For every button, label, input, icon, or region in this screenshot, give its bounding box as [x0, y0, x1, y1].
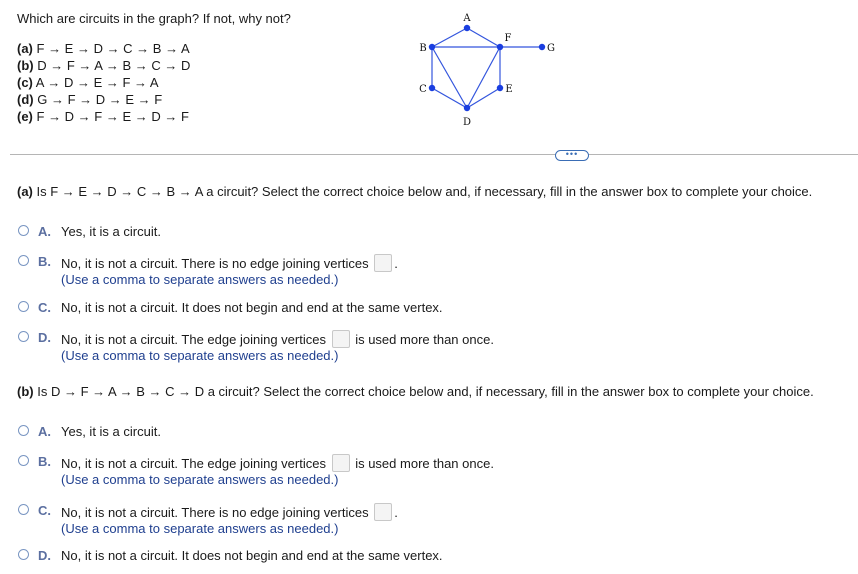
choice-letter: C. — [38, 503, 51, 518]
radio-button[interactable] — [18, 549, 29, 560]
section-divider — [10, 154, 858, 155]
graph-vertex-label: F — [504, 33, 512, 44]
path-item-label: (e) — [17, 109, 33, 124]
choice-text: No, it is not a circuit. It does not begin and end at the same vertex. — [61, 300, 443, 315]
expand-more-button[interactable]: ••• — [555, 150, 589, 161]
choice-line — [61, 254, 398, 272]
radio-button[interactable] — [18, 331, 29, 342]
question-text: Is D → F → A → B → C → D a circuit? Select the correct choice below and, if necessary, fill in the answer box to complete your choice. — [37, 384, 814, 399]
choice-letter: C. — [38, 300, 51, 315]
graph-vertex-label: C — [419, 84, 427, 95]
graph-figure — [412, 8, 572, 128]
path-item-path: G → F → D → E → F — [37, 92, 163, 107]
choice-suffix: is used more than once. — [355, 456, 494, 471]
choice-line — [61, 503, 398, 521]
question-label: (a) — [17, 184, 33, 199]
path-item — [17, 40, 190, 57]
path-item — [17, 91, 190, 108]
choice-text: No, it is not a circuit. It does not begin and end at the same vertex. — [61, 548, 443, 563]
path-item-label: (a) — [17, 41, 33, 56]
answer-box[interactable] — [374, 503, 392, 521]
choice-hint: (Use a comma to separate answers as needed.) — [61, 272, 339, 287]
choice-hint: (Use a comma to separate answers as needed.) — [61, 348, 339, 363]
path-item-label: (b) — [17, 58, 34, 73]
answer-box[interactable] — [332, 330, 350, 348]
question-label: (b) — [17, 384, 34, 399]
choice-suffix: . — [394, 505, 398, 520]
choice-letter: B. — [38, 454, 51, 469]
path-item-path: F → E → D → C → B → A — [36, 41, 190, 56]
path-item-path: A → D → E → F → A — [35, 75, 159, 90]
graph-edge-A-B — [432, 28, 467, 47]
graph-vertex-label: D — [462, 117, 472, 128]
choice-text: No, it is not a circuit. There is no edge joining vertices — [61, 256, 369, 271]
answer-box[interactable] — [332, 454, 350, 472]
choice-letter: B. — [38, 254, 51, 269]
choice-suffix: is used more than once. — [355, 332, 494, 347]
radio-button[interactable] — [18, 425, 29, 436]
path-item-label: (c) — [17, 75, 33, 90]
path-item-label: (d) — [17, 92, 34, 107]
path-item-path: D → F → A → B → C → D — [37, 58, 191, 73]
radio-button[interactable] — [18, 225, 29, 236]
path-item — [17, 57, 190, 74]
choice-line — [61, 454, 494, 472]
choice-text: No, it is not a circuit. There is no edge joining vertices — [61, 505, 369, 520]
graph-vertex-E — [497, 85, 503, 91]
graph-edge-D-F — [467, 47, 500, 108]
graph-vertex-B — [429, 44, 435, 50]
graph-vertex-A — [464, 25, 470, 31]
path-item — [17, 74, 190, 91]
choice-hint: (Use a comma to separate answers as needed.) — [61, 472, 339, 487]
graph-edge-B-D — [432, 47, 467, 108]
graph-vertex-C — [429, 85, 435, 91]
answer-box[interactable] — [374, 254, 392, 272]
graph-vertex-label: A — [463, 13, 471, 24]
graph-vertex-G — [539, 44, 545, 50]
choice-text: No, it is not a circuit. The edge joining vertices — [61, 456, 326, 471]
radio-button[interactable] — [18, 504, 29, 515]
path-item-path: F → D → F → E → D → F — [36, 109, 189, 124]
graph-vertex-label: E — [505, 84, 513, 95]
choice-suffix: . — [394, 256, 398, 271]
path-list — [17, 40, 190, 125]
choice-letter: D. — [38, 548, 51, 563]
prompt-text: Which are circuits in the graph? If not, why not? — [17, 11, 291, 26]
graph-vertex-F — [497, 44, 503, 50]
choice-letter: A. — [38, 424, 51, 439]
choice-line — [61, 330, 494, 348]
radio-button[interactable] — [18, 455, 29, 466]
question-b — [17, 384, 814, 399]
question-text: Is F → E → D → C → B → A a circuit? Select the correct choice below and, if necessary, fill in the answer box to complete your choice. — [36, 184, 813, 199]
choice-letter: A. — [38, 224, 51, 239]
radio-button[interactable] — [18, 255, 29, 266]
path-item — [17, 108, 190, 125]
graph-vertex-D — [464, 105, 470, 111]
choice-hint: (Use a comma to separate answers as needed.) — [61, 521, 339, 536]
choice-text: No, it is not a circuit. The edge joining vertices — [61, 332, 326, 347]
choice-text: Yes, it is a circuit. — [61, 424, 161, 439]
choice-letter: D. — [38, 330, 51, 345]
graph-vertex-label: B — [419, 43, 427, 54]
question-a — [17, 184, 812, 199]
graph-edge-A-F — [467, 28, 500, 47]
choice-text: Yes, it is a circuit. — [61, 224, 161, 239]
radio-button[interactable] — [18, 301, 29, 312]
graph-vertex-label: G — [547, 43, 555, 54]
